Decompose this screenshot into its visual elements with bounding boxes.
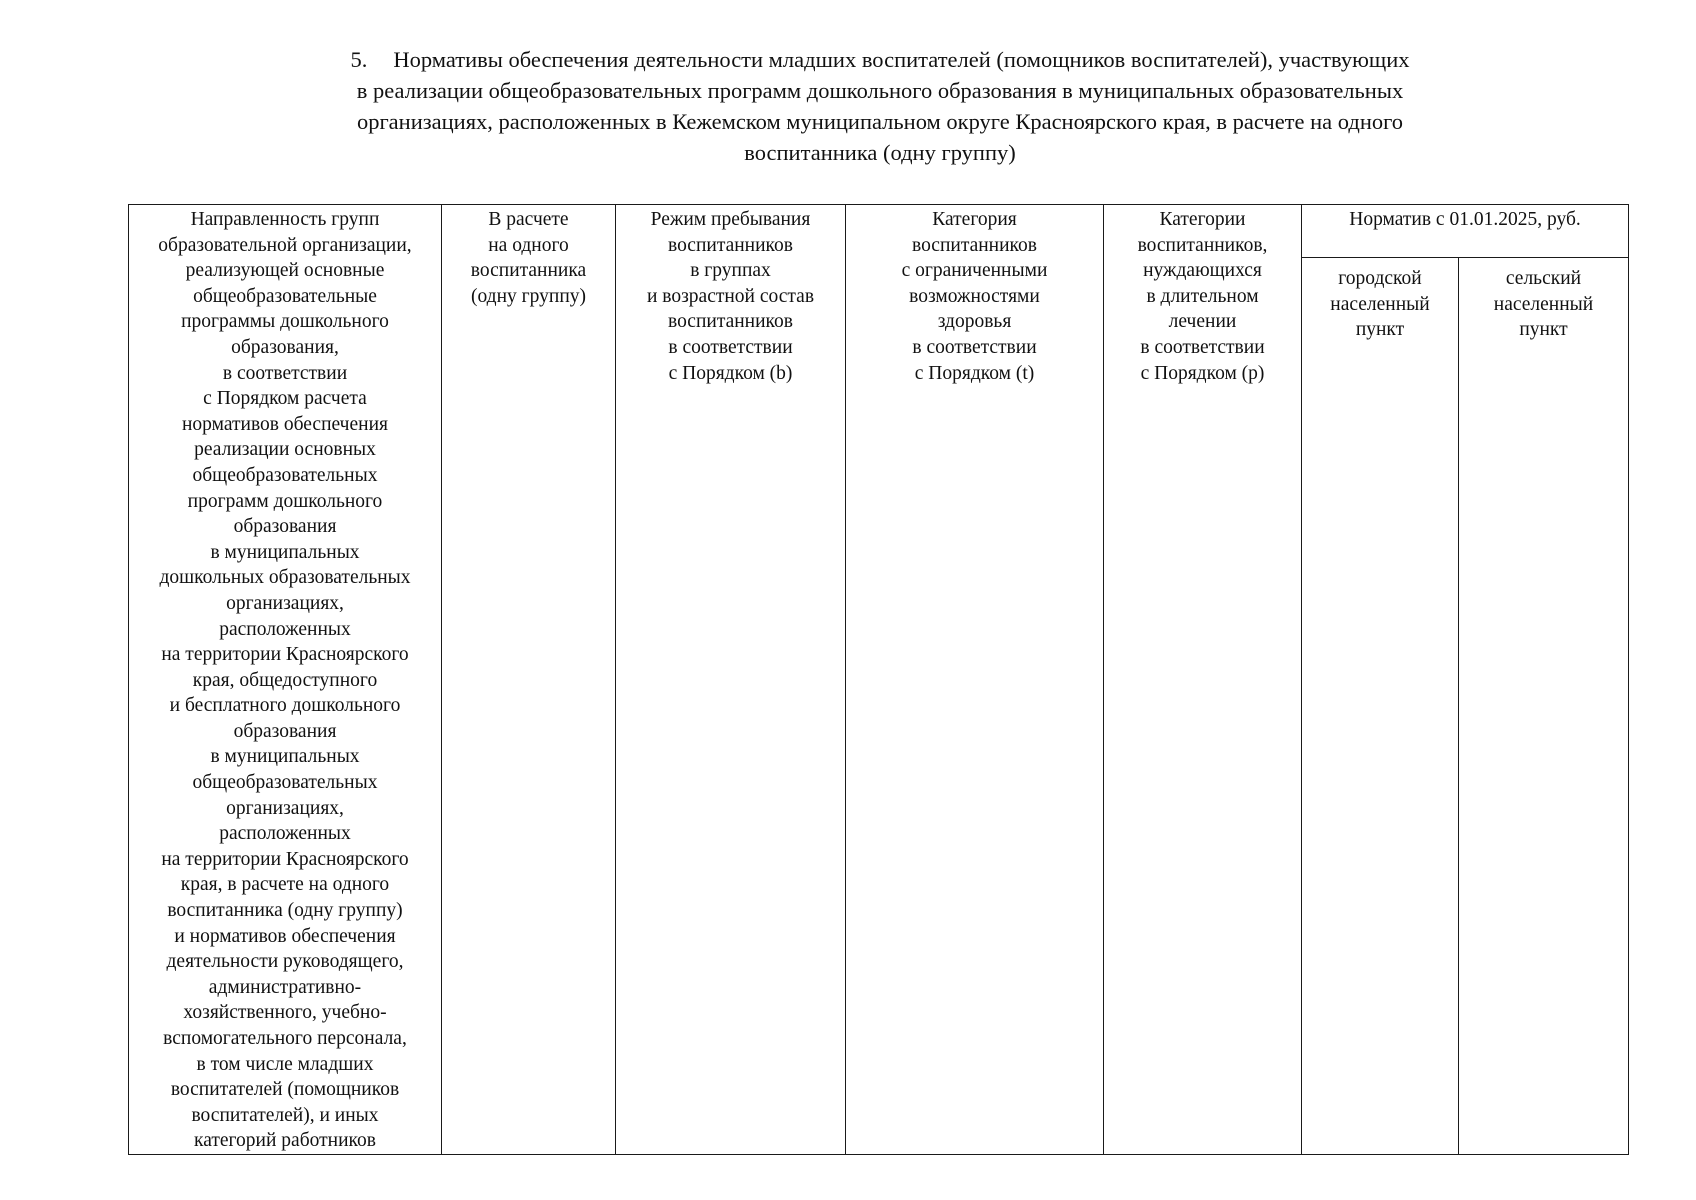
section-number: 5.	[350, 47, 368, 72]
header-stay-mode: Режим пребывания воспитанников в группах и возрастной состав воспитанников в соответствии с Порядком (b)	[616, 205, 846, 1155]
header-disability-category: Категория воспитанников с ограниченными возможностями здоровья в соответствии с Порядком (t)	[846, 205, 1104, 1155]
norms-table	[128, 204, 1629, 1155]
heading-line-2: в реализации общеобразовательных программ дошкольного образования в муниципальных образовательных	[356, 78, 1404, 103]
header-long-treatment-category: Категории воспитанников, нуждающихся в длительном лечении в соответствии с Порядком (p)	[1104, 205, 1302, 1155]
heading-line-1: 5. Нормативы обеспечения деятельности младших воспитателей (помощников воспитателей), участвующих	[350, 47, 1410, 72]
heading-line-4: воспитанника (одну группу)	[744, 140, 1016, 165]
header-norm-2025: Норматив с 01.01.2025, руб.	[1302, 205, 1629, 258]
header-group-focus: Направленность групп образовательной организации, реализующей основные общеобразовательные программы дошкольного образования, в соответствии с Порядком расчета нормативов обеспечения реализации основных общеобразовательных программ дошкольного образования в муниципальных дошкольных образовательных организациях, расположенных на территории Красноярского края, общедоступного и бесплатного дошкольного образования в муниципальных общеобразовательных организациях, расположенных на территории Красноярского края, в расчете на одного воспитанника (одну группу) и нормативов обеспечения деятельности руководящего, административно- хозяйственного, учебно- вспомогательного персонала, в том числе младших воспитателей (помощников воспитателей), и иных категорий работников	[129, 205, 442, 1155]
header-per-pupil: В расчете на одного воспитанника (одну группу)	[442, 205, 616, 1155]
header-urban: городской населенный пункт	[1302, 258, 1459, 1155]
heading-line-3: организациях, расположенных в Кежемском муниципальном округе Красноярского края, в расчете на одного	[356, 109, 1404, 134]
section-heading	[190, 44, 1570, 168]
header-rural: сельский населенный пункт	[1459, 258, 1629, 1155]
